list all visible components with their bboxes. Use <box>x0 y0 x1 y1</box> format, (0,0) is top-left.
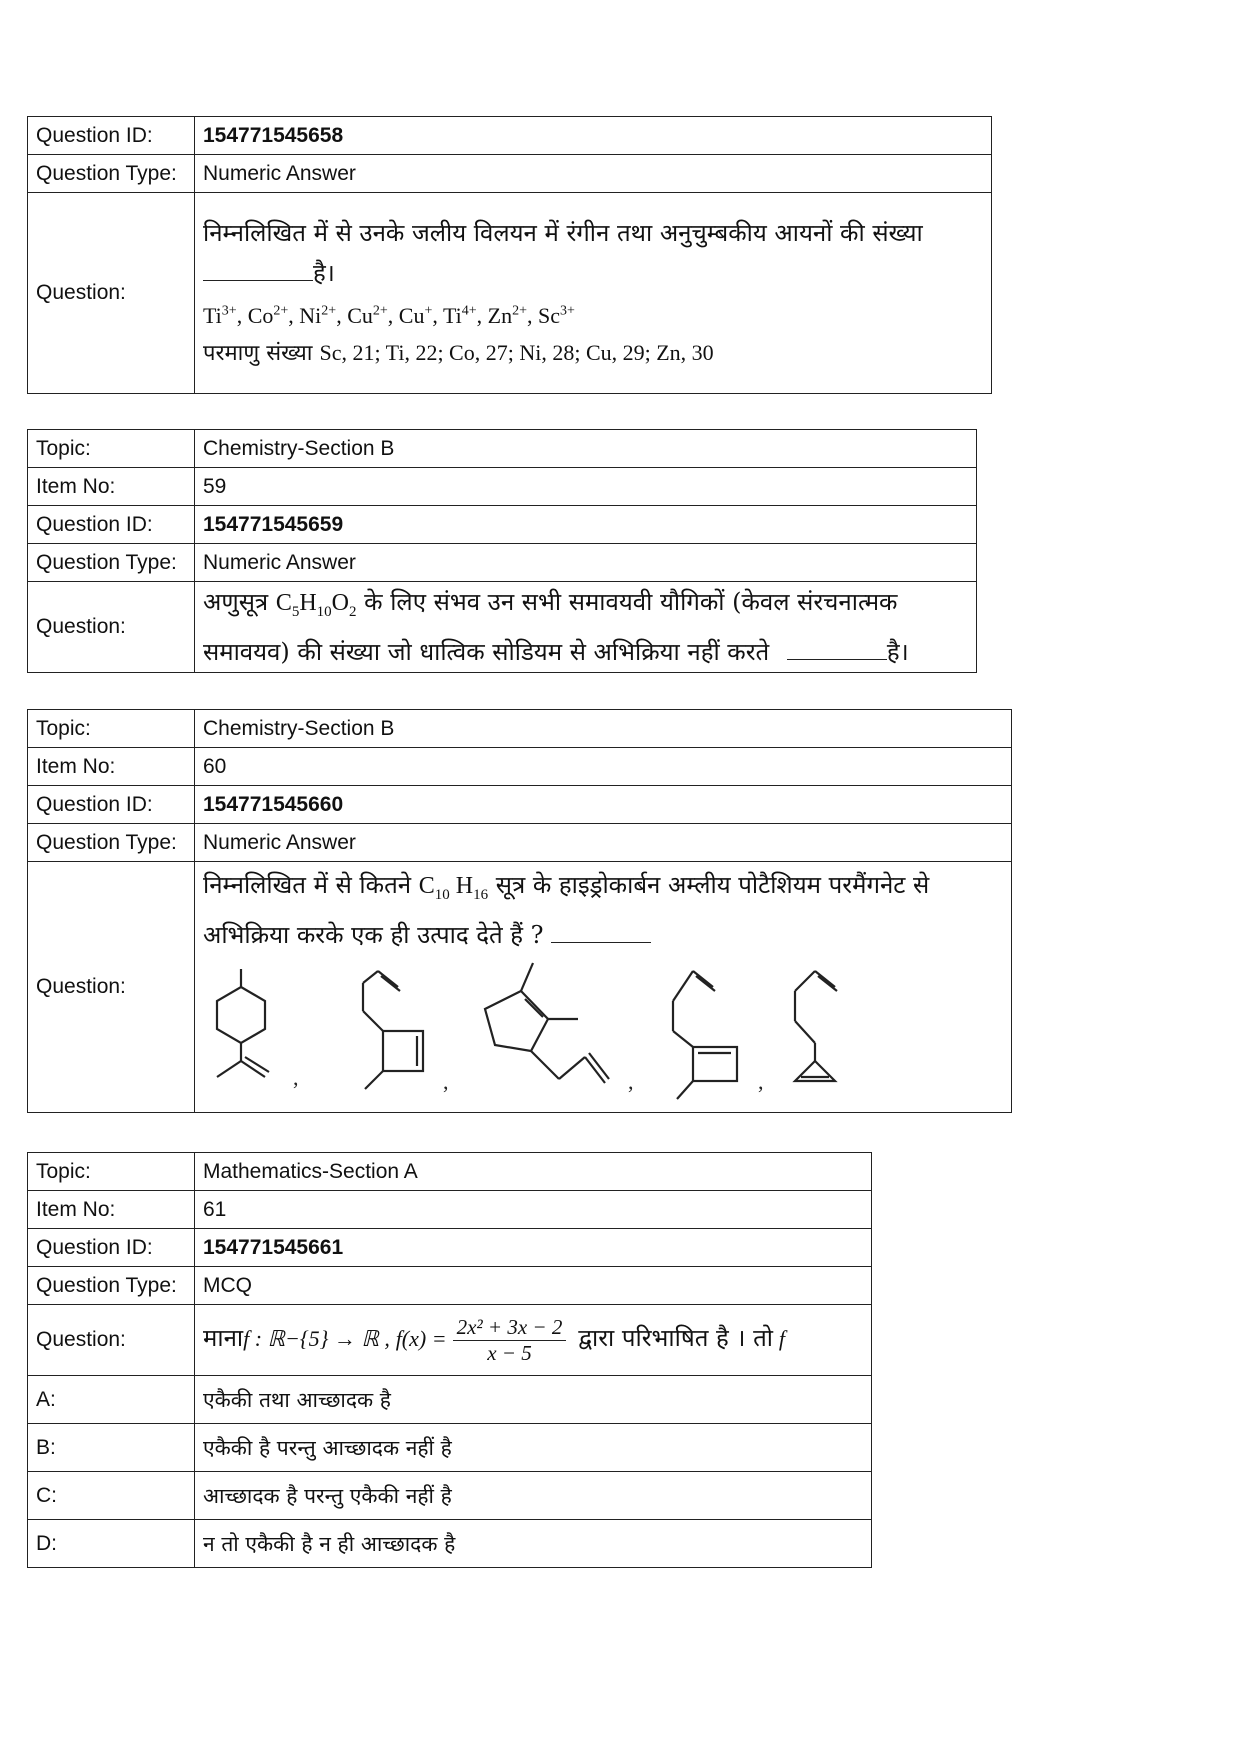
label-option-b: B: <box>28 1424 195 1472</box>
question-text-line1: निम्नलिखित में से उनके जलीय विलयन में रंगीन तथा अनुचुम्बकीय आयनों की संख्या <box>203 219 923 247</box>
question-text-line2: अभिक्रिया करके एक ही उत्पाद देते हैं ? <box>203 915 1003 955</box>
ion: $Ni^{2+}$ <box>299 303 337 328</box>
label-question-type: Question Type: <box>28 155 195 193</box>
label-question-id: Question ID: <box>28 117 195 155</box>
option-b-text: एकैकी है परन्तु आच्छादक नहीं है <box>195 1424 872 1472</box>
ion-list: $Ti^{3+}$, $Co^{2+}$, $Ni^{2+}$, $Cu^{2+}$, Cu+, $Ti^{4+}$, $Zn^{2+}$, $Sc^{3+}$ <box>203 303 575 328</box>
item-no-value: 60 <box>195 748 1012 786</box>
question-type-value: Numeric Answer <box>195 544 977 582</box>
answer-blank <box>203 279 313 281</box>
option-c-text: आच्छादक है परन्तु एकैकी नहीं है <box>195 1472 872 1520</box>
question-block-60 <box>27 709 1012 1113</box>
label-option-c: C: <box>28 1472 195 1520</box>
ion: $Cu^{2+}$ <box>347 303 388 328</box>
separator-2: , <box>443 1068 449 1094</box>
label-question-id: Question ID: <box>28 786 195 824</box>
label-question-type: Question Type: <box>28 1267 195 1305</box>
function-map: f : ℝ−{5} → ℝ , <box>243 1325 390 1351</box>
label-question-type: Question Type: <box>28 544 195 582</box>
question-text-line2: समावयव) की संख्या जो धात्विक सोडियम से अभिक्रिया नहीं करते है। <box>203 637 909 666</box>
molecular-formula: $C_5H_{10}O_2$ <box>275 590 357 620</box>
item-no-value: 61 <box>195 1191 872 1229</box>
separator-4: , <box>758 1068 764 1094</box>
option-d-text: न तो एकैकी है न ही आच्छादक है <box>195 1520 872 1568</box>
label-topic: Topic: <box>28 430 195 468</box>
question-type-value: Numeric Answer <box>195 155 992 193</box>
molecular-formula: $C_{10}$ $H_{16}$ <box>418 873 489 903</box>
label-item-no: Item No: <box>28 468 195 506</box>
label-item-no: Item No: <box>28 1191 195 1229</box>
label-question: Question: <box>28 1305 195 1376</box>
ion: $Sc^{3+}$ <box>538 303 575 328</box>
ion: $Zn^{2+}$ <box>487 303 528 328</box>
label-question-id: Question ID: <box>28 506 195 544</box>
ion: $Ti^{4+}$ <box>442 303 477 328</box>
question-id-value: 154771545661 <box>195 1229 872 1267</box>
label-item-no: Item No: <box>28 748 195 786</box>
structure-diagrams <box>203 961 963 1101</box>
question-block-61 <box>27 1152 872 1568</box>
structure-4 <box>673 971 737 1099</box>
label-question: Question: <box>28 862 195 1113</box>
atomic-label: परमाणु संख्या <box>203 341 313 366</box>
question-text-line1: निम्नलिखित में से कितने $C_{10}$ $H_{16}$ सूत्र के हाइड्रोकार्बन अम्लीय पोटैशियम परमैंगनेट से <box>203 871 930 903</box>
question-text-line1: अणुसूत्र $C_5H_{10}O_2$ के लिए संभव उन सभी समावयवी यौगिकों (केवल संरचनात्मक <box>203 588 898 620</box>
label-question: Question: <box>28 582 195 673</box>
label-option-d: D: <box>28 1520 195 1568</box>
question-id-value: 154771545658 <box>195 117 992 155</box>
label-option-a: A: <box>28 1376 195 1424</box>
question-block-58 <box>27 116 992 394</box>
topic-value: Chemistry-Section B <box>195 430 977 468</box>
ion: Cu+ <box>398 303 433 328</box>
structure-2 <box>363 971 423 1089</box>
question-body <box>195 193 992 394</box>
label-question-id: Question ID: <box>28 1229 195 1267</box>
question-text-line2: है। <box>203 253 983 293</box>
topic-value: Mathematics-Section A <box>195 1153 872 1191</box>
separator-1: , <box>293 1064 299 1090</box>
structure-3 <box>485 963 609 1083</box>
answer-blank <box>787 658 887 660</box>
question-type-value: Numeric Answer <box>195 824 1012 862</box>
fraction: $\frac{\text{2x² + 3x − 2}}{x - 5}$ <box>453 1315 567 1366</box>
option-a-text: एकैकी तथा आच्छादक है <box>195 1376 872 1424</box>
item-no-value: 59 <box>195 468 977 506</box>
label-topic: Topic: <box>28 1153 195 1191</box>
structure-5 <box>795 971 837 1081</box>
question-body: मानाf : ℝ−{5} → ℝ , f(x) = $\frac{\text{2x² + 3x − 2}}{x - 5}$ द्वारा परिभाषित है । तो f <box>195 1305 872 1376</box>
question-body <box>195 582 977 673</box>
atomic-numbers <box>203 337 983 367</box>
label-question: Question: <box>28 193 195 394</box>
question-body <box>195 862 1012 1113</box>
question-id-value: 154771545659 <box>195 506 977 544</box>
structures-row <box>203 955 1003 1109</box>
separator-3: , <box>628 1068 634 1094</box>
question-id-value: 154771545660 <box>195 786 1012 824</box>
question-block-59 <box>27 429 977 673</box>
structure-1 <box>217 969 269 1077</box>
ion: $Ti^{3+}$ <box>203 303 237 328</box>
atomic-values: Sc, 21; Ti, 22; Co, 27; Ni, 28; Cu, 29; Zn, 30 <box>319 340 714 365</box>
topic-value: Chemistry-Section B <box>195 710 1012 748</box>
label-topic: Topic: <box>28 710 195 748</box>
label-question-type: Question Type: <box>28 824 195 862</box>
question-type-value: MCQ <box>195 1267 872 1305</box>
ion: $Co^{2+}$ <box>247 303 289 328</box>
answer-blank <box>551 941 651 943</box>
function-def: f(x) = <box>395 1325 447 1351</box>
